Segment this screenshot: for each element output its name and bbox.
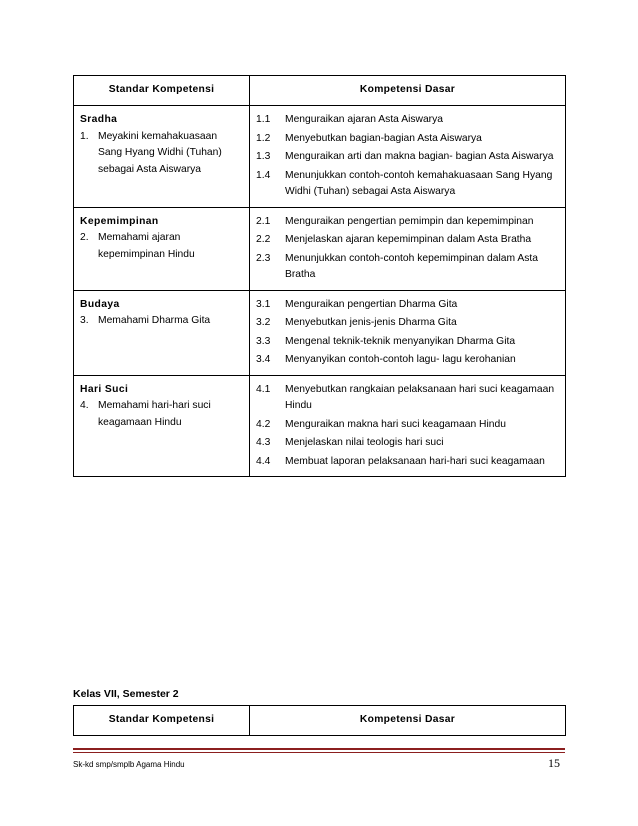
footer-rule (73, 748, 565, 750)
kd-number: 4.2 (256, 418, 271, 430)
kd-number: 2.2 (256, 234, 271, 245)
header-kompetensi-dasar: Kompetensi Dasar (250, 76, 566, 106)
standar-kompetensi-cell (74, 106, 250, 208)
table-row (74, 207, 566, 290)
kd-text: Menguraikan makna hari suci keagamaan Hindu (285, 418, 506, 430)
kd-item (256, 168, 559, 201)
kd-item (256, 251, 559, 284)
kd-text: Menyebutkan bagian-bagian Asta Aiswarya (285, 132, 482, 144)
table-header-row (74, 76, 566, 106)
kd-text: Menyanyikan contoh-contoh lagu- lagu kerohanian (285, 354, 516, 365)
sk-title: Budaya (80, 298, 120, 310)
standar-kompetensi-cell (74, 290, 250, 375)
kd-text: Membuat laporan pelaksanaan hari-hari suci keagamaan (285, 455, 545, 467)
kd-text: Menunjukkan contoh-contoh kemahakuasaan Sang Hyang Widhi (Tuhan) sebagai Asta Aiswarya (285, 169, 553, 197)
kd-item (256, 214, 559, 231)
sk-text: Memahami ajaran kepemimpinan Hindu (98, 232, 195, 260)
kd-item (256, 382, 559, 415)
kd-item (256, 297, 559, 314)
kompetensi-dasar-cell (250, 106, 566, 208)
footer-document-title: Sk-kd smp/smplb Agama Hindu (73, 760, 185, 769)
kd-item (256, 352, 559, 369)
kd-item (256, 334, 559, 351)
sk-item (80, 129, 243, 179)
semester2-table (73, 705, 566, 736)
table-row (74, 290, 566, 375)
kd-number: 4.3 (256, 437, 271, 448)
sk-number: 2. (80, 232, 89, 243)
table-row (74, 375, 566, 477)
kompetensi-dasar-cell (250, 375, 566, 477)
kd-number: 4.1 (256, 383, 271, 395)
sk-number: 3. (80, 315, 89, 326)
kd-item (256, 131, 559, 148)
kd-text: Menunjukkan contoh-contoh kepemimpinan dalam Asta Bratha (285, 252, 538, 280)
standar-kompetensi-cell (74, 207, 250, 290)
header-kompetensi-dasar: Kompetensi Dasar (250, 706, 566, 736)
sk-text: Meyakini kemahakuasaan Sang Hyang Widhi (Tuhan) sebagai Asta Aiswarya (98, 130, 222, 175)
kd-item (256, 454, 559, 471)
kd-text: Menjelaskan nilai teologis hari suci (285, 437, 444, 448)
kd-text: Menjelaskan ajaran kepemimpinan dalam Asta Bratha (285, 234, 532, 245)
kd-text: Menguraikan pengertian pemimpin dan kepemimpinan (285, 215, 534, 227)
sk-number: 1. (80, 130, 89, 142)
kd-number: 3.3 (256, 335, 271, 347)
kd-text: Mengenal teknik-teknik menyanyikan Dharma Gita (285, 335, 516, 347)
semester-title: Kelas VII, Semester 2 (73, 688, 179, 700)
kd-number: 3.4 (256, 354, 271, 365)
kd-number: 2.3 (256, 252, 271, 264)
standar-kompetensi-cell (74, 375, 250, 477)
kd-number: 1.4 (256, 169, 271, 181)
sk-text: Memahami hari-hari suci keagamaan Hindu (98, 400, 211, 428)
kd-item (256, 112, 559, 129)
kd-item (256, 315, 559, 332)
kd-number: 3.2 (256, 317, 271, 328)
sk-title: Sradha (80, 114, 118, 125)
kd-number: 3.1 (256, 298, 271, 310)
kd-number: 1.1 (256, 114, 271, 125)
sk-number: 4. (80, 400, 89, 411)
footer-rule-thin (73, 752, 565, 753)
table-header-row (74, 706, 566, 736)
kd-number: 2.1 (256, 215, 271, 227)
kd-number: 1.3 (256, 151, 271, 162)
sk-item (80, 398, 243, 431)
table-row (74, 106, 566, 208)
sk-item (80, 313, 243, 330)
sk-text: Memahami Dharma Gita (98, 315, 211, 326)
kd-text: Menguraikan ajaran Asta Aiswarya (285, 114, 443, 125)
page-number: 15 (548, 756, 560, 770)
sk-title: Kepemimpinan (80, 215, 159, 227)
sk-title: Hari Suci (80, 383, 129, 395)
kd-text: Menyebutkan jenis-jenis Dharma Gita (285, 317, 457, 328)
kd-text: Menguraikan pengertian Dharma Gita (285, 298, 458, 310)
kompetensi-dasar-cell (250, 290, 566, 375)
kd-item (256, 149, 559, 166)
kd-text: Menguraikan arti dan makna bagian- bagian Asta Aiswarya (285, 151, 554, 162)
header-standar-kompetensi: Standar Kompetensi (74, 76, 250, 106)
kompetensi-dasar-cell (250, 207, 566, 290)
header-standar-kompetensi: Standar Kompetensi (74, 706, 250, 736)
kd-item (256, 417, 559, 434)
kd-number: 4.4 (256, 455, 271, 467)
kd-text: Menyebutkan rangkaian pelaksanaan hari suci keagamaan Hindu (285, 383, 555, 411)
kd-item (256, 232, 559, 249)
kd-number: 1.2 (256, 132, 271, 144)
kd-item (256, 435, 559, 452)
competency-table (73, 75, 566, 477)
sk-item (80, 230, 243, 263)
